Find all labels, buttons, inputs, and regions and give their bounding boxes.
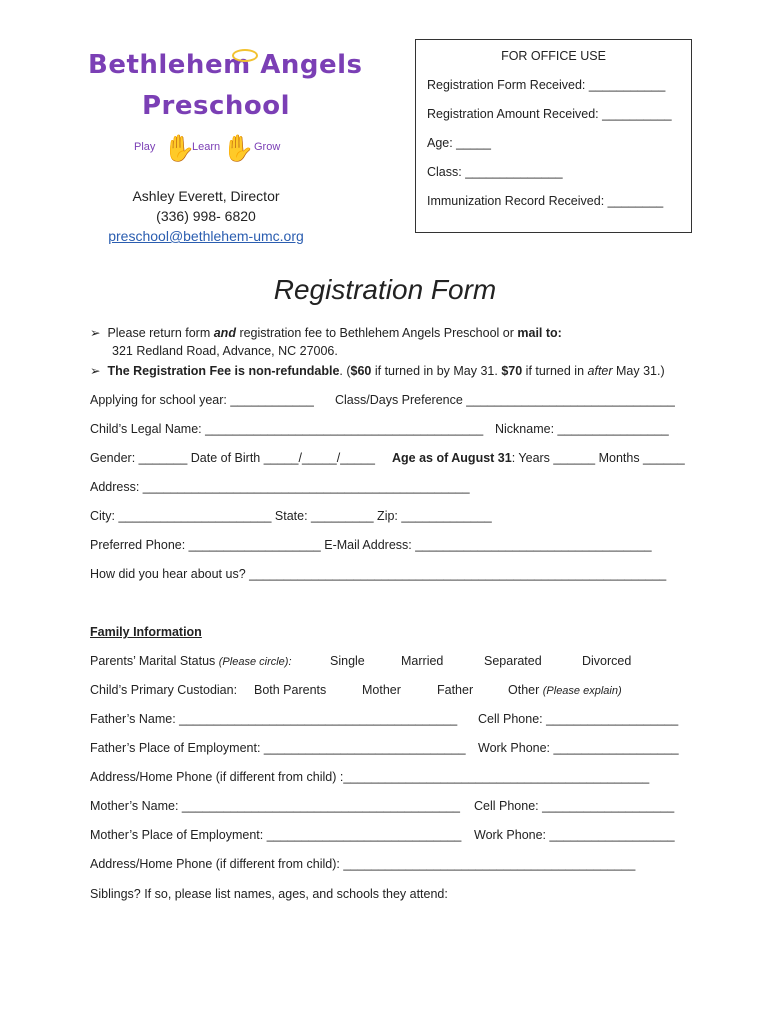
father-employment-field[interactable]: Father’s Place of Employment: _____________________________ — [90, 741, 466, 755]
mother-work-phone-field[interactable]: Work Phone: __________________ — [474, 828, 675, 842]
custodian-label: Child’s Primary Custodian: — [90, 683, 238, 697]
instruction-1 — [90, 325, 562, 340]
arrow-bullet-icon: ➢ — [90, 364, 101, 378]
marital-hint: (Please circle): — [218, 656, 292, 668]
office-use-box — [415, 39, 692, 233]
office-age: Age: _____ — [427, 136, 491, 150]
office-title: FOR OFFICE USE — [501, 49, 606, 63]
age-field[interactable] — [392, 451, 685, 465]
marital-separated[interactable]: Separated — [484, 654, 542, 668]
marital-status-label — [90, 654, 292, 668]
instruction-mail-to: mail to: — [517, 326, 562, 340]
instruction-2 — [90, 363, 665, 378]
marital-single[interactable]: Single — [330, 654, 365, 668]
tagline-learn: Learn — [192, 141, 221, 153]
custodian-mother[interactable]: Mother — [362, 683, 401, 697]
form-title: Registration Form — [273, 274, 497, 305]
address-field[interactable]: Address: _______________________________________________ — [90, 480, 470, 494]
family-heading: Family Information — [90, 625, 202, 639]
fee-text-4: May 31.) — [612, 364, 665, 378]
father-name-field[interactable]: Father’s Name: ________________________________________ — [90, 712, 458, 726]
siblings-field[interactable]: Siblings? If so, please list names, ages, and schools they attend: — [90, 887, 448, 901]
instruction-address: 321 Redland Road, Advance, NC 27006. — [112, 344, 338, 358]
hand-print-icon-2: ✋ — [222, 133, 255, 163]
instruction-text: Please return form — [107, 326, 214, 340]
legal-name-field[interactable]: Child’s Legal Name: ________________________________________ — [90, 422, 484, 436]
custodian-other[interactable] — [508, 683, 622, 697]
marital-divorced[interactable]: Divorced — [582, 654, 632, 668]
age-blanks: : Years ______ Months ______ — [511, 451, 685, 465]
age-label: Age as of August 31 — [392, 451, 512, 465]
nickname-field[interactable]: Nickname: ________________ — [495, 422, 669, 436]
father-address-field[interactable]: Address/Home Phone (if different from child) :____________________________________________ — [90, 770, 650, 784]
fee-text: . ( — [339, 364, 351, 378]
school-email-link[interactable]: preschool@bethlehem-umc.org — [108, 228, 304, 244]
fee-text-3: if turned in — [522, 364, 588, 378]
tagline-grow: Grow — [254, 141, 281, 153]
fee-70: $70 — [501, 364, 523, 378]
mother-cell-field[interactable]: Cell Phone: ___________________ — [474, 799, 675, 813]
marital-married[interactable]: Married — [401, 654, 444, 668]
father-work-phone-field[interactable]: Work Phone: __________________ — [478, 741, 679, 755]
custodian-both[interactable]: Both Parents — [254, 683, 327, 697]
school-year-field[interactable]: Applying for school year: ____________ — [90, 393, 314, 407]
office-form-received: Registration Form Received: ___________ — [427, 78, 666, 92]
city-state-zip-field[interactable]: City: ______________________ State: _________ Zip: _____________ — [90, 509, 492, 523]
arrow-bullet-icon: ➢ — [90, 326, 101, 340]
office-class: Class: ______________ — [427, 165, 563, 179]
custodian-other-hint: (Please explain) — [542, 685, 622, 697]
director-block — [96, 186, 316, 246]
referral-field[interactable]: How did you hear about us? ____________________________________________________________ — [90, 567, 667, 581]
marital-label-text: Parents’ Marital Status — [90, 654, 219, 668]
school-phone: (336) 998- 6820 — [156, 208, 256, 224]
fee-text-2: if turned in by May 31. — [371, 364, 502, 378]
mother-address-field[interactable]: Address/Home Phone (if different from child): __________________________________________ — [90, 857, 636, 871]
mother-name-field[interactable]: Mother’s Name: ________________________________________ — [90, 799, 461, 813]
instruction-text-2: registration fee to Bethlehem Angels Preschool or — [235, 326, 518, 340]
director-name: Ashley Everett, Director — [132, 188, 280, 204]
school-name-line1: Bethlehem Angels — [88, 50, 363, 80]
office-amount-received: Registration Amount Received: __________ — [427, 107, 672, 121]
office-immunization: Immunization Record Received: ________ — [427, 194, 664, 208]
fee-notice: The Registration Fee is non-refundable — [107, 364, 340, 378]
fee-after: after — [587, 364, 613, 378]
gender-dob-field[interactable]: Gender: _______ Date of Birth _____/_____/_____ — [90, 451, 375, 465]
fee-60: $60 — [350, 364, 372, 378]
custodian-other-text: Other — [508, 683, 543, 697]
father-cell-field[interactable]: Cell Phone: ___________________ — [478, 712, 679, 726]
mother-employment-field[interactable]: Mother’s Place of Employment: ____________________________ — [90, 828, 462, 842]
instruction-and: and — [213, 326, 236, 340]
phone-email-field[interactable]: Preferred Phone: ___________________ E-Mail Address: __________________________________ — [90, 538, 652, 552]
halo-icon — [232, 49, 258, 62]
hand-print-icon: ✋ — [163, 133, 196, 163]
tagline-play: Play — [134, 141, 156, 153]
class-days-field[interactable]: Class/Days Preference ______________________________ — [335, 393, 675, 407]
custodian-father[interactable]: Father — [437, 683, 474, 697]
school-name-line2: Preschool — [142, 91, 291, 121]
